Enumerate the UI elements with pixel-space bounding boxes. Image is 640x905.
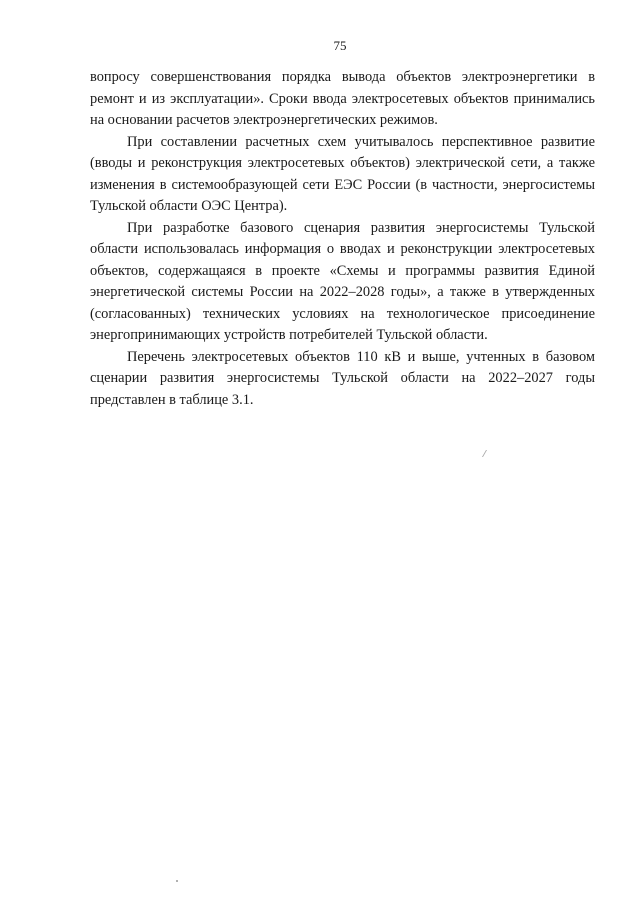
document-body (90, 67, 595, 411)
scan-dot (176, 880, 178, 882)
paragraph-calculation-schemes: При составлении расчетных схем учитывалось перспективное развитие (вводы и реконструкция электросетевых объектов) электрической сети, а также изменения в системообразующей сети ЕЭС России (в частности, энергосистемы Тульской области ОЭС Центра). (90, 133, 595, 214)
paragraph-base-scenario: При разработке базового сценария развития энергосистемы Тульской области использовалась информация о вводах и реконструкции электросетевых объектов, содержащаяся в проекте «Схемы и программы развития Единой энергетической системы России на 2022–2028 годы», а также в утвержденных (согласованных) технических условиях на технологическое присоединение энергопринимающих устройств потребителей Тульской области. (90, 219, 595, 343)
paragraph-objects-list: Перечень электросетевых объектов 110 кВ и выше, учтенных в базовом сценарии развития энергосистемы Тульской области на 2022–2027 годы представлен в таблице 3.1. (90, 348, 595, 408)
paragraph-continuation: вопросу совершенствования порядка вывода объектов электроэнергетики в ремонт и из эксплуатации». Сроки ввода электросетевых объектов принимались на основании расчетов электроэнергетических режимов. (90, 69, 595, 128)
page-number: 75 (333, 38, 347, 53)
scan-mark (482, 450, 493, 457)
